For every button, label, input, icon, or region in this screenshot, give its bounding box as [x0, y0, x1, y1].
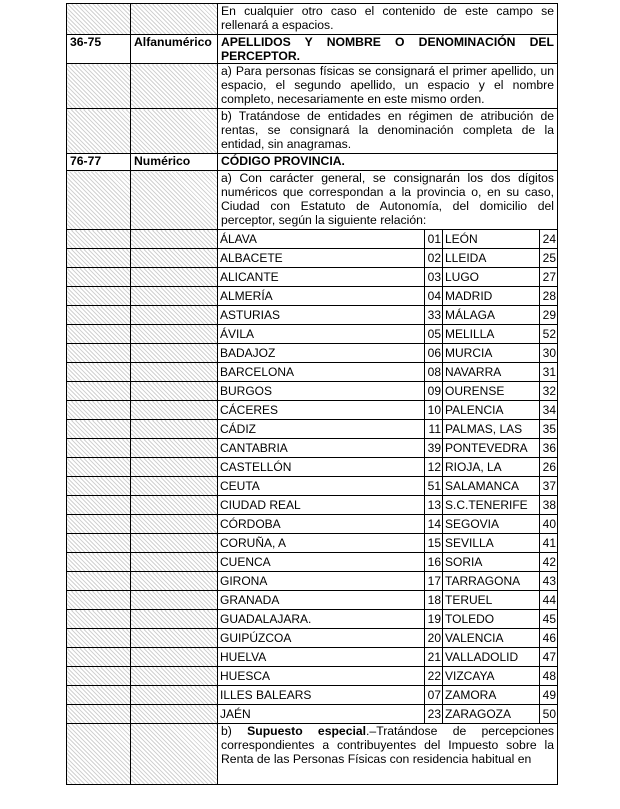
- province-row: [67, 401, 558, 420]
- province-code: 08: [425, 363, 443, 382]
- province-name: CÁDIZ: [218, 420, 425, 439]
- record-spec-table: [66, 3, 558, 785]
- province-name: VALENCIA: [443, 629, 540, 648]
- province-code: 30: [540, 344, 558, 363]
- province-name: TERUEL: [443, 591, 540, 610]
- province-row: [67, 363, 558, 382]
- province-row: [67, 287, 558, 306]
- province-name: LEÓN: [443, 230, 540, 249]
- province-code: 23: [425, 705, 443, 724]
- table-row: [67, 724, 558, 785]
- province-name: PONTEVEDRA: [443, 439, 540, 458]
- province-code: 02: [425, 249, 443, 268]
- hatched-cell: [67, 629, 131, 648]
- hatched-cell: [67, 477, 131, 496]
- document-page: [66, 3, 557, 785]
- province-code: 16: [425, 553, 443, 572]
- province-code: 19: [425, 610, 443, 629]
- province-row: [67, 496, 558, 515]
- province-row: [67, 553, 558, 572]
- province-code: 51: [425, 477, 443, 496]
- province-code: 40: [540, 515, 558, 534]
- hatched-cell: [67, 686, 131, 705]
- province-code: 37: [540, 477, 558, 496]
- province-name: ZAMORA: [443, 686, 540, 705]
- province-code: 31: [540, 363, 558, 382]
- province-row: [67, 325, 558, 344]
- province-row: [67, 439, 558, 458]
- province-name: SEVILLA: [443, 534, 540, 553]
- hatched-cell: [67, 325, 131, 344]
- province-row: [67, 534, 558, 553]
- hatched-cell: [67, 458, 131, 477]
- province-code: 33: [425, 306, 443, 325]
- hatched-cell: [67, 287, 131, 306]
- province-name: PALMAS, LAS: [443, 420, 540, 439]
- hatched-cell: [131, 268, 218, 287]
- province-code: 05: [425, 325, 443, 344]
- province-name: MADRID: [443, 287, 540, 306]
- hatched-cell: [131, 171, 218, 230]
- field-type: Alfanumérico: [131, 35, 218, 64]
- field-row-36-75: [67, 35, 558, 64]
- province-code: 04: [425, 287, 443, 306]
- hatched-cell: [131, 610, 218, 629]
- province-row: [67, 458, 558, 477]
- province-name: ILLES BALEARS: [218, 686, 425, 705]
- province-code: 27: [540, 268, 558, 287]
- province-code: 21: [425, 648, 443, 667]
- province-code: 20: [425, 629, 443, 648]
- hatched-cell: [67, 64, 131, 109]
- province-code: 42: [540, 553, 558, 572]
- hatched-cell: [131, 4, 218, 35]
- province-name: ALICANTE: [218, 268, 425, 287]
- field-note-b-special: [218, 724, 558, 785]
- hatched-cell: [131, 629, 218, 648]
- province-code: 46: [540, 629, 558, 648]
- province-code: 06: [425, 344, 443, 363]
- province-name: OURENSE: [443, 382, 540, 401]
- province-name: CIUDAD REAL: [218, 496, 425, 515]
- hatched-cell: [131, 534, 218, 553]
- hatched-cell: [131, 230, 218, 249]
- hatched-cell: [67, 344, 131, 363]
- hatched-cell: [67, 230, 131, 249]
- province-name: SEGOVIA: [443, 515, 540, 534]
- province-code: 25: [540, 249, 558, 268]
- province-name: LLEIDA: [443, 249, 540, 268]
- province-name: HUELVA: [218, 648, 425, 667]
- province-name: SORIA: [443, 553, 540, 572]
- province-code: 28: [540, 287, 558, 306]
- province-code: 12: [425, 458, 443, 477]
- province-code: 01: [425, 230, 443, 249]
- hatched-cell: [131, 458, 218, 477]
- province-row: [67, 648, 558, 667]
- hatched-cell: [67, 496, 131, 515]
- note-bold-term: Supuesto especial: [247, 724, 367, 738]
- province-row: [67, 230, 558, 249]
- province-name: TOLEDO: [443, 610, 540, 629]
- province-code: 22: [425, 667, 443, 686]
- province-code: 34: [540, 401, 558, 420]
- province-code: 29: [540, 306, 558, 325]
- hatched-cell: [67, 171, 131, 230]
- top-row-text: En cualquier otro caso el contenido de este campo se rellenará a espacios.: [218, 4, 558, 35]
- field-type: Numérico: [131, 154, 218, 171]
- province-row: [67, 591, 558, 610]
- province-row: [67, 306, 558, 325]
- province-row: [67, 667, 558, 686]
- hatched-cell: [67, 363, 131, 382]
- hatched-cell: [67, 724, 131, 785]
- province-name: CÓRDOBA: [218, 515, 425, 534]
- field-title: APELLIDOS Y NOMBRE O DENOMINACIÓN DEL PERCEPTOR.: [218, 35, 558, 64]
- hatched-cell: [67, 4, 131, 35]
- province-row: [67, 382, 558, 401]
- province-name: MÁLAGA: [443, 306, 540, 325]
- province-name: VALLADOLID: [443, 648, 540, 667]
- hatched-cell: [131, 705, 218, 724]
- province-name: NAVARRA: [443, 363, 540, 382]
- hatched-cell: [131, 686, 218, 705]
- hatched-cell: [131, 249, 218, 268]
- table-row: [67, 171, 558, 230]
- province-code: 15: [425, 534, 443, 553]
- field-title: CÓDIGO PROVINCIA.: [218, 154, 558, 171]
- province-name: BARCELONA: [218, 363, 425, 382]
- hatched-cell: [131, 109, 218, 154]
- province-code: 07: [425, 686, 443, 705]
- hatched-cell: [131, 420, 218, 439]
- hatched-cell: [131, 287, 218, 306]
- province-name: ALBACETE: [218, 249, 425, 268]
- province-name: GRANADA: [218, 591, 425, 610]
- province-code: 48: [540, 667, 558, 686]
- province-name: GIRONA: [218, 572, 425, 591]
- province-name: ÁLAVA: [218, 230, 425, 249]
- province-code: 41: [540, 534, 558, 553]
- hatched-cell: [131, 591, 218, 610]
- province-name: ALMERÍA: [218, 287, 425, 306]
- province-name: JAÉN: [218, 705, 425, 724]
- province-code: 17: [425, 572, 443, 591]
- province-row: [67, 610, 558, 629]
- field-position: 36-75: [67, 35, 131, 64]
- field-note-a: a) Para personas físicas se consignará el primer apellido, un espacio, el segundo apellido, un espacio y el nombre completo, necesariamente en este mismo orden.: [218, 64, 558, 109]
- province-code: 10: [425, 401, 443, 420]
- province-row: [67, 515, 558, 534]
- province-name: ÁVILA: [218, 325, 425, 344]
- hatched-cell: [67, 306, 131, 325]
- field-note-a: a) Con carácter general, se consignarán los dos dígitos numéricos que correspondan a la provincia o, en su caso, Ciudad con Estatuto de Autonomía, del domicilio del perceptor, según la siguiente relación:: [218, 171, 558, 230]
- province-name: HUESCA: [218, 667, 425, 686]
- province-code: 09: [425, 382, 443, 401]
- province-row: [67, 249, 558, 268]
- province-name: TARRAGONA: [443, 572, 540, 591]
- province-name: BURGOS: [218, 382, 425, 401]
- province-code: 39: [425, 439, 443, 458]
- field-row-76-77: [67, 154, 558, 171]
- hatched-cell: [67, 420, 131, 439]
- province-row: [67, 572, 558, 591]
- province-row: [67, 344, 558, 363]
- province-code: 26: [540, 458, 558, 477]
- province-code: 35: [540, 420, 558, 439]
- province-code: 44: [540, 591, 558, 610]
- province-name: ASTURIAS: [218, 306, 425, 325]
- province-row: [67, 705, 558, 724]
- province-code: 36: [540, 439, 558, 458]
- province-name: CUENCA: [218, 553, 425, 572]
- hatched-cell: [67, 401, 131, 420]
- province-name: CANTABRIA: [218, 439, 425, 458]
- province-name: RIOJA, LA: [443, 458, 540, 477]
- note-text: .–Tratándose de percepciones correspondientes a contribuyentes del Impuesto sobre la Renta de las Personas Físicas con residencia habitual en: [221, 724, 555, 766]
- hatched-cell: [131, 515, 218, 534]
- hatched-cell: [131, 724, 218, 785]
- hatched-cell: [131, 667, 218, 686]
- province-code: 18: [425, 591, 443, 610]
- hatched-cell: [67, 572, 131, 591]
- province-name: CEUTA: [218, 477, 425, 496]
- hatched-cell: [131, 553, 218, 572]
- province-name: VIZCAYA: [443, 667, 540, 686]
- hatched-cell: [131, 401, 218, 420]
- province-name: ZARAGOZA: [443, 705, 540, 724]
- hatched-cell: [131, 648, 218, 667]
- province-code: 14: [425, 515, 443, 534]
- field-note-b: b) Tratándose de entidades en régimen de atribución de rentas, se consignará la denominación completa de la entidad, sin anagramas.: [218, 109, 558, 154]
- hatched-cell: [67, 667, 131, 686]
- hatched-cell: [131, 344, 218, 363]
- hatched-cell: [67, 705, 131, 724]
- province-name: PALENCIA: [443, 401, 540, 420]
- province-code: 32: [540, 382, 558, 401]
- province-name: CÁCERES: [218, 401, 425, 420]
- hatched-cell: [131, 306, 218, 325]
- province-name: GUIPÚZCOA: [218, 629, 425, 648]
- hatched-cell: [67, 268, 131, 287]
- province-code: 52: [540, 325, 558, 344]
- hatched-cell: [131, 363, 218, 382]
- province-code: 47: [540, 648, 558, 667]
- hatched-cell: [131, 496, 218, 515]
- field-position: 76-77: [67, 154, 131, 171]
- province-name: SALAMANCA: [443, 477, 540, 496]
- province-row: [67, 477, 558, 496]
- province-name: CASTELLÓN: [218, 458, 425, 477]
- province-code: 38: [540, 496, 558, 515]
- hatched-cell: [67, 610, 131, 629]
- hatched-cell: [67, 249, 131, 268]
- province-row: [67, 629, 558, 648]
- hatched-cell: [131, 477, 218, 496]
- province-code: 50: [540, 705, 558, 724]
- hatched-cell: [67, 534, 131, 553]
- hatched-cell: [67, 553, 131, 572]
- province-name: MELILLA: [443, 325, 540, 344]
- province-row: [67, 420, 558, 439]
- note-prefix: b): [221, 724, 248, 738]
- hatched-cell: [67, 439, 131, 458]
- province-name: CORUÑA, A: [218, 534, 425, 553]
- province-code: 24: [540, 230, 558, 249]
- province-name: S.C.TENERIFE: [443, 496, 540, 515]
- hatched-cell: [131, 382, 218, 401]
- hatched-cell: [131, 64, 218, 109]
- table-row: [67, 64, 558, 109]
- province-code: 49: [540, 686, 558, 705]
- table-row: [67, 4, 558, 35]
- province-code: 13: [425, 496, 443, 515]
- province-name: MURCIA: [443, 344, 540, 363]
- hatched-cell: [67, 382, 131, 401]
- table-row: [67, 109, 558, 154]
- province-code: 03: [425, 268, 443, 287]
- hatched-cell: [67, 109, 131, 154]
- hatched-cell: [131, 439, 218, 458]
- province-name: LUGO: [443, 268, 540, 287]
- province-code: 43: [540, 572, 558, 591]
- hatched-cell: [131, 325, 218, 344]
- province-name: GUADALAJARA.: [218, 610, 425, 629]
- province-code: 45: [540, 610, 558, 629]
- hatched-cell: [67, 515, 131, 534]
- hatched-cell: [67, 591, 131, 610]
- hatched-cell: [67, 648, 131, 667]
- province-row: [67, 686, 558, 705]
- province-row: [67, 268, 558, 287]
- province-code: 11: [425, 420, 443, 439]
- hatched-cell: [131, 572, 218, 591]
- province-name: BADAJOZ: [218, 344, 425, 363]
